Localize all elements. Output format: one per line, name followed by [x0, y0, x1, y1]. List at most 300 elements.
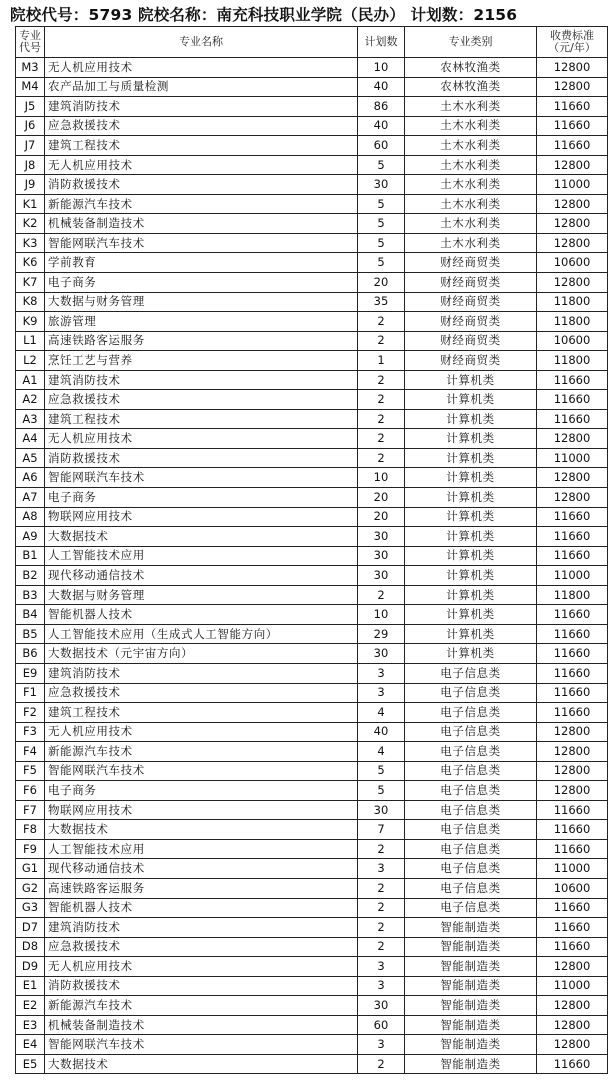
plan-count-cell: 30 [358, 996, 405, 1016]
table-row [16, 136, 608, 156]
plan-count-cell: 3 [358, 957, 405, 977]
fee-cell: 12800 [537, 77, 608, 97]
major-code-cell: B3 [16, 585, 45, 605]
plan-count-cell: 4 [358, 742, 405, 762]
fee-cell: 11660 [537, 605, 608, 625]
fee-cell: 11000 [537, 448, 608, 468]
major-code-cell: D9 [16, 957, 45, 977]
major-category-cell: 财经商贸类 [405, 253, 537, 273]
fee-cell: 11660 [537, 683, 608, 703]
major-category-cell: 计算机类 [405, 488, 537, 508]
fee-cell: 12800 [537, 468, 608, 488]
major-name-cell: 高速铁路客运服务 [45, 878, 358, 898]
major-category-cell: 农林牧渔类 [405, 77, 537, 97]
major-code-cell: F6 [16, 781, 45, 801]
plan-count-cell: 30 [358, 175, 405, 195]
major-name-cell: 电子商务 [45, 781, 358, 801]
enrollment-plan-table [15, 26, 608, 1074]
major-category-cell: 土木水利类 [405, 97, 537, 117]
table-row [16, 214, 608, 234]
major-category-cell: 电子信息类 [405, 761, 537, 781]
header-major-name: 专业名称 [45, 27, 358, 58]
major-code-cell: L2 [16, 351, 45, 371]
fee-cell: 11660 [537, 527, 608, 547]
fee-cell: 12800 [537, 58, 608, 78]
table-row [16, 820, 608, 840]
major-code-cell: K2 [16, 214, 45, 234]
major-code-cell: F7 [16, 800, 45, 820]
major-category-cell: 电子信息类 [405, 781, 537, 801]
major-category-cell: 计算机类 [405, 370, 537, 390]
plan-count-cell: 40 [358, 116, 405, 136]
plan-count-cell: 30 [358, 644, 405, 664]
major-category-cell: 电子信息类 [405, 878, 537, 898]
major-code-cell: K1 [16, 194, 45, 214]
major-name-cell: 烹饪工艺与营养 [45, 351, 358, 371]
fee-cell: 12800 [537, 233, 608, 253]
plan-count-cell: 30 [358, 800, 405, 820]
fee-cell: 12800 [537, 155, 608, 175]
fee-cell: 11660 [537, 370, 608, 390]
plan-count-cell: 20 [358, 507, 405, 527]
major-code-cell: L1 [16, 331, 45, 351]
major-name-cell: 新能源汽车技术 [45, 194, 358, 214]
fee-cell: 11000 [537, 566, 608, 586]
plan-count-cell: 7 [358, 820, 405, 840]
major-code-cell: D7 [16, 918, 45, 938]
table-row [16, 898, 608, 918]
fee-cell: 10600 [537, 878, 608, 898]
fee-cell: 11660 [537, 800, 608, 820]
major-name-cell: 农产品加工与质量检测 [45, 77, 358, 97]
major-category-cell: 土木水利类 [405, 233, 537, 253]
fee-cell: 11660 [537, 507, 608, 527]
major-name-cell: 建筑工程技术 [45, 703, 358, 723]
table-row [16, 1035, 608, 1055]
major-category-cell: 电子信息类 [405, 820, 537, 840]
plan-count-cell: 10 [358, 468, 405, 488]
plan-count-cell: 10 [358, 605, 405, 625]
major-code-cell: F9 [16, 839, 45, 859]
major-category-cell: 计算机类 [405, 585, 537, 605]
major-code-cell: A3 [16, 409, 45, 429]
major-code-cell: J6 [16, 116, 45, 136]
fee-cell: 11000 [537, 976, 608, 996]
table-row [16, 448, 608, 468]
fee-cell: 12800 [537, 273, 608, 293]
fee-cell: 11800 [537, 351, 608, 371]
major-name-cell: 大数据技术 [45, 527, 358, 547]
major-name-cell: 现代移动通信技术 [45, 859, 358, 879]
major-name-cell: 电子商务 [45, 273, 358, 293]
fee-cell: 11000 [537, 175, 608, 195]
table-row [16, 429, 608, 449]
plan-count-cell: 2 [358, 331, 405, 351]
major-name-cell: 高速铁路客运服务 [45, 331, 358, 351]
plan-count-cell: 60 [358, 136, 405, 156]
major-category-cell: 土木水利类 [405, 175, 537, 195]
fee-cell: 11660 [537, 663, 608, 683]
major-name-cell: 建筑工程技术 [45, 409, 358, 429]
major-category-cell: 计算机类 [405, 546, 537, 566]
table-row [16, 312, 608, 332]
table-row [16, 409, 608, 429]
header-major-category: 专业类别 [405, 27, 537, 58]
plan-count-cell: 2 [358, 448, 405, 468]
fee-cell: 11660 [537, 918, 608, 938]
fee-cell: 11000 [537, 859, 608, 879]
fee-cell: 12800 [537, 996, 608, 1016]
table-row [16, 976, 608, 996]
fee-cell: 12800 [537, 722, 608, 742]
table-row [16, 937, 608, 957]
fee-cell: 12800 [537, 761, 608, 781]
table-row [16, 644, 608, 664]
major-code-cell: F1 [16, 683, 45, 703]
plan-count-cell: 2 [358, 312, 405, 332]
major-category-cell: 智能制造类 [405, 918, 537, 938]
fee-cell: 12800 [537, 194, 608, 214]
major-name-cell: 大数据与财务管理 [45, 585, 358, 605]
table-row [16, 703, 608, 723]
header-row [16, 27, 608, 58]
plan-count-cell: 4 [358, 703, 405, 723]
major-code-cell: B1 [16, 546, 45, 566]
major-name-cell: 物联网应用技术 [45, 507, 358, 527]
plan-count-cell: 3 [358, 683, 405, 703]
major-category-cell: 财经商贸类 [405, 331, 537, 351]
major-code-cell: D8 [16, 937, 45, 957]
major-name-cell: 智能机器人技术 [45, 605, 358, 625]
major-code-cell: A2 [16, 390, 45, 410]
major-name-cell: 学前教育 [45, 253, 358, 273]
major-name-cell: 建筑消防技术 [45, 97, 358, 117]
fee-cell: 10600 [537, 331, 608, 351]
plan-count-cell: 60 [358, 1015, 405, 1035]
fee-cell: 11800 [537, 585, 608, 605]
major-category-cell: 智能制造类 [405, 996, 537, 1016]
major-code-cell: F2 [16, 703, 45, 723]
major-category-cell: 土木水利类 [405, 214, 537, 234]
table-body [16, 58, 608, 1074]
major-code-cell: B6 [16, 644, 45, 664]
major-code-cell: E3 [16, 1015, 45, 1035]
table-row [16, 390, 608, 410]
fee-cell: 11660 [537, 97, 608, 117]
table-row [16, 370, 608, 390]
major-category-cell: 财经商贸类 [405, 292, 537, 312]
major-name-cell: 无人机应用技术 [45, 429, 358, 449]
plan-count-cell: 2 [358, 839, 405, 859]
major-code-cell: E9 [16, 663, 45, 683]
table-row [16, 546, 608, 566]
table-row [16, 155, 608, 175]
major-name-cell: 大数据技术（元宇宙方向） [45, 644, 358, 664]
plan-count-cell: 5 [358, 155, 405, 175]
plan-count-cell: 5 [358, 194, 405, 214]
major-category-cell: 计算机类 [405, 527, 537, 547]
major-name-cell: 建筑消防技术 [45, 370, 358, 390]
major-category-cell: 计算机类 [405, 448, 537, 468]
major-category-cell: 电子信息类 [405, 683, 537, 703]
plan-count-cell: 40 [358, 722, 405, 742]
table-row [16, 488, 608, 508]
plan-count-cell: 10 [358, 58, 405, 78]
plan-count-cell: 35 [358, 292, 405, 312]
fee-cell: 12800 [537, 488, 608, 508]
fee-cell: 12800 [537, 214, 608, 234]
table-row [16, 468, 608, 488]
table-row [16, 253, 608, 273]
major-name-cell: 人工智能技术应用 [45, 546, 358, 566]
major-code-cell: B2 [16, 566, 45, 586]
major-category-cell: 财经商贸类 [405, 273, 537, 293]
table-row [16, 292, 608, 312]
plan-count-cell: 2 [358, 429, 405, 449]
fee-cell: 11660 [537, 937, 608, 957]
plan-count-cell: 5 [358, 253, 405, 273]
header-fee-standard: 收费标准 （元/年） [537, 27, 608, 58]
major-code-cell: K8 [16, 292, 45, 312]
major-code-cell: E1 [16, 976, 45, 996]
table-row [16, 839, 608, 859]
plan-count-cell: 5 [358, 233, 405, 253]
table-row [16, 742, 608, 762]
major-name-cell: 应急救援技术 [45, 390, 358, 410]
major-name-cell: 大数据与财务管理 [45, 292, 358, 312]
major-code-cell: F4 [16, 742, 45, 762]
plan-count-cell: 2 [358, 918, 405, 938]
major-name-cell: 智能网联汽车技术 [45, 761, 358, 781]
table-row [16, 175, 608, 195]
major-code-cell: K7 [16, 273, 45, 293]
major-name-cell: 新能源汽车技术 [45, 996, 358, 1016]
plan-count-cell: 2 [358, 1054, 405, 1074]
plan-count-cell: 20 [358, 273, 405, 293]
table-row [16, 878, 608, 898]
major-category-cell: 计算机类 [405, 566, 537, 586]
fee-cell: 11660 [537, 1054, 608, 1074]
fee-cell: 11660 [537, 898, 608, 918]
table-row [16, 918, 608, 938]
major-name-cell: 智能网联汽车技术 [45, 233, 358, 253]
table-row [16, 566, 608, 586]
plan-count-cell: 5 [358, 761, 405, 781]
major-category-cell: 土木水利类 [405, 136, 537, 156]
table-row [16, 77, 608, 97]
table-row [16, 1015, 608, 1035]
major-code-cell: E5 [16, 1054, 45, 1074]
major-code-cell: F5 [16, 761, 45, 781]
fee-cell: 11660 [537, 644, 608, 664]
fee-cell: 11660 [537, 703, 608, 723]
major-category-cell: 土木水利类 [405, 155, 537, 175]
major-category-cell: 电子信息类 [405, 839, 537, 859]
table-row [16, 331, 608, 351]
major-code-cell: J5 [16, 97, 45, 117]
major-name-cell: 电子商务 [45, 488, 358, 508]
major-code-cell: A7 [16, 488, 45, 508]
major-category-cell: 智能制造类 [405, 1054, 537, 1074]
major-name-cell: 无人机应用技术 [45, 722, 358, 742]
table-row [16, 859, 608, 879]
table-row [16, 957, 608, 977]
major-name-cell: 新能源汽车技术 [45, 742, 358, 762]
table-row [16, 800, 608, 820]
major-category-cell: 计算机类 [405, 624, 537, 644]
major-code-cell: B4 [16, 605, 45, 625]
major-category-cell: 农林牧渔类 [405, 58, 537, 78]
major-name-cell: 大数据技术 [45, 1054, 358, 1074]
major-name-cell: 无人机应用技术 [45, 957, 358, 977]
major-category-cell: 土木水利类 [405, 194, 537, 214]
plan-count-cell: 2 [358, 370, 405, 390]
major-name-cell: 建筑消防技术 [45, 663, 358, 683]
header-major-code: 专业 代号 [16, 27, 45, 58]
plan-count-cell: 2 [358, 409, 405, 429]
fee-cell: 11660 [537, 624, 608, 644]
major-category-cell: 电子信息类 [405, 859, 537, 879]
major-code-cell: F8 [16, 820, 45, 840]
major-name-cell: 消防救援技术 [45, 448, 358, 468]
major-category-cell: 计算机类 [405, 644, 537, 664]
major-category-cell: 计算机类 [405, 507, 537, 527]
table-row [16, 663, 608, 683]
major-category-cell: 计算机类 [405, 390, 537, 410]
table-row [16, 507, 608, 527]
major-name-cell: 建筑消防技术 [45, 918, 358, 938]
major-code-cell: J9 [16, 175, 45, 195]
fee-cell: 11800 [537, 292, 608, 312]
table-header [16, 27, 608, 58]
major-name-cell: 建筑工程技术 [45, 136, 358, 156]
fee-cell: 11660 [537, 839, 608, 859]
fee-cell: 11660 [537, 546, 608, 566]
table-row [16, 1054, 608, 1074]
major-code-cell: K3 [16, 233, 45, 253]
table-row [16, 194, 608, 214]
major-code-cell: M4 [16, 77, 45, 97]
fee-cell: 11660 [537, 820, 608, 840]
fee-cell: 11660 [537, 116, 608, 136]
major-name-cell: 应急救援技术 [45, 937, 358, 957]
major-category-cell: 电子信息类 [405, 663, 537, 683]
plan-count-cell: 30 [358, 546, 405, 566]
major-category-cell: 财经商贸类 [405, 312, 537, 332]
fee-cell: 10600 [537, 253, 608, 273]
major-code-cell: M3 [16, 58, 45, 78]
table-row [16, 351, 608, 371]
plan-count-cell: 20 [358, 488, 405, 508]
major-name-cell: 机械装备制造技术 [45, 1015, 358, 1035]
major-category-cell: 智能制造类 [405, 957, 537, 977]
major-category-cell: 智能制造类 [405, 1035, 537, 1055]
table-row [16, 97, 608, 117]
table-row [16, 624, 608, 644]
plan-count-cell: 30 [358, 566, 405, 586]
major-code-cell: G3 [16, 898, 45, 918]
major-name-cell: 应急救援技术 [45, 116, 358, 136]
major-category-cell: 电子信息类 [405, 722, 537, 742]
major-category-cell: 计算机类 [405, 605, 537, 625]
major-code-cell: G2 [16, 878, 45, 898]
table-row [16, 761, 608, 781]
major-code-cell: A5 [16, 448, 45, 468]
fee-cell: 12800 [537, 1035, 608, 1055]
major-name-cell: 智能网联汽车技术 [45, 468, 358, 488]
major-name-cell: 智能网联汽车技术 [45, 1035, 358, 1055]
fee-cell: 11660 [537, 136, 608, 156]
table-row [16, 781, 608, 801]
major-name-cell: 应急救援技术 [45, 683, 358, 703]
major-code-cell: E4 [16, 1035, 45, 1055]
table-row [16, 273, 608, 293]
major-name-cell: 无人机应用技术 [45, 155, 358, 175]
fee-cell: 12800 [537, 781, 608, 801]
major-name-cell: 人工智能技术应用（生成式人工智能方向） [45, 624, 358, 644]
major-code-cell: J7 [16, 136, 45, 156]
table-row [16, 58, 608, 78]
plan-count-cell: 86 [358, 97, 405, 117]
plan-count-cell: 3 [358, 1035, 405, 1055]
fee-cell: 11660 [537, 409, 608, 429]
table-row [16, 996, 608, 1016]
plan-count-cell: 2 [358, 390, 405, 410]
major-code-cell: K6 [16, 253, 45, 273]
major-category-cell: 土木水利类 [405, 116, 537, 136]
major-category-cell: 电子信息类 [405, 898, 537, 918]
major-name-cell: 机械装备制造技术 [45, 214, 358, 234]
table-row [16, 722, 608, 742]
plan-count-cell: 29 [358, 624, 405, 644]
plan-count-cell: 5 [358, 781, 405, 801]
table-row [16, 605, 608, 625]
major-name-cell: 无人机应用技术 [45, 58, 358, 78]
plan-count-cell: 2 [358, 898, 405, 918]
major-code-cell: K9 [16, 312, 45, 332]
major-code-cell: B5 [16, 624, 45, 644]
major-name-cell: 人工智能技术应用 [45, 839, 358, 859]
major-category-cell: 智能制造类 [405, 937, 537, 957]
major-category-cell: 电子信息类 [405, 703, 537, 723]
plan-count-cell: 1 [358, 351, 405, 371]
plan-count-cell: 5 [358, 214, 405, 234]
major-category-cell: 计算机类 [405, 468, 537, 488]
plan-count-cell: 2 [358, 878, 405, 898]
header-plan-count: 计划数 [358, 27, 405, 58]
major-name-cell: 消防救援技术 [45, 175, 358, 195]
plan-count-cell: 2 [358, 937, 405, 957]
major-name-cell: 大数据技术 [45, 820, 358, 840]
major-category-cell: 财经商贸类 [405, 351, 537, 371]
fee-cell: 12800 [537, 429, 608, 449]
major-code-cell: G1 [16, 859, 45, 879]
table-row [16, 116, 608, 136]
plan-count-cell: 30 [358, 527, 405, 547]
fee-cell: 12800 [537, 742, 608, 762]
major-code-cell: A1 [16, 370, 45, 390]
fee-cell: 11660 [537, 390, 608, 410]
major-code-cell: E2 [16, 996, 45, 1016]
major-category-cell: 电子信息类 [405, 800, 537, 820]
major-name-cell: 智能机器人技术 [45, 898, 358, 918]
major-category-cell: 计算机类 [405, 429, 537, 449]
major-category-cell: 智能制造类 [405, 1015, 537, 1035]
plan-count-cell: 3 [358, 663, 405, 683]
major-category-cell: 电子信息类 [405, 742, 537, 762]
major-category-cell: 计算机类 [405, 409, 537, 429]
major-code-cell: A8 [16, 507, 45, 527]
